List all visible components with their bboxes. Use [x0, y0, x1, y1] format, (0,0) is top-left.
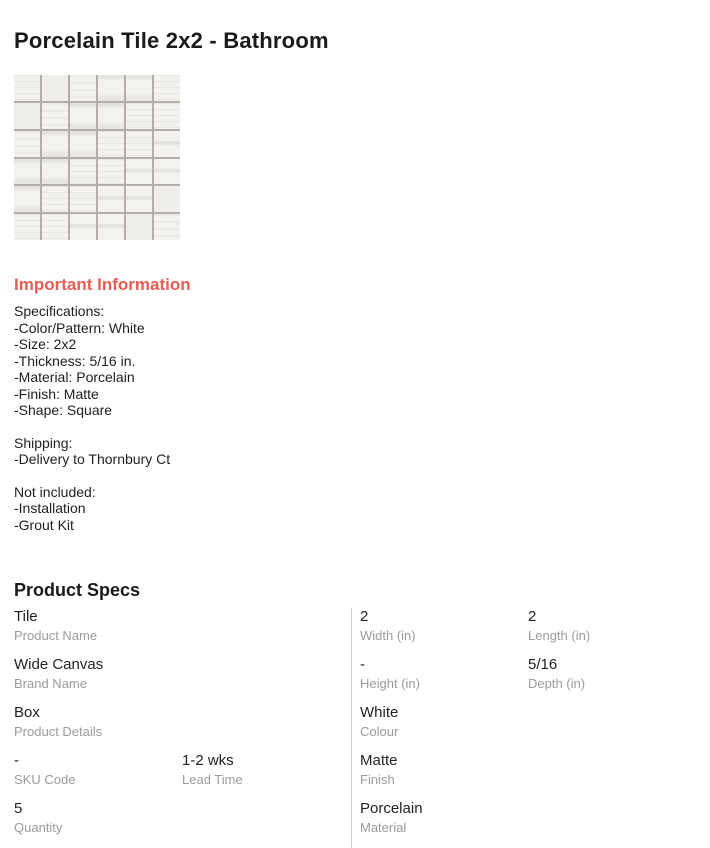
- tile-cell: [42, 186, 68, 212]
- spec-value-product-details: Box: [14, 704, 40, 721]
- spec-label-product-name: Product Name: [14, 628, 98, 643]
- tile-cell: [126, 75, 152, 101]
- spec-row-product-details: [14, 704, 351, 739]
- spec-cell: [360, 608, 528, 643]
- page-title: Porcelain Tile 2x2 - Bathroom: [14, 28, 329, 53]
- tile-cell: [154, 75, 180, 101]
- tile-cell: [14, 75, 40, 101]
- tile-cell: [154, 131, 180, 157]
- tile-cell: [70, 75, 96, 101]
- spec-value-material: Porcelain: [360, 800, 423, 817]
- not-included-line: -Grout Kit: [14, 516, 74, 533]
- not-included-line: -Installation: [14, 500, 86, 516]
- spec-cell: [360, 656, 528, 691]
- tile-cell: [98, 131, 124, 157]
- spec-value-lead-time: 1-2 wks: [182, 752, 234, 769]
- spec-cell: [14, 800, 182, 835]
- spec-label-quantity: Quantity: [14, 820, 63, 835]
- tile-cell: [126, 186, 152, 212]
- tile-cell: [70, 159, 96, 185]
- spec-value-brand-name: Wide Canvas: [14, 656, 104, 673]
- spec-label-width: Width (in): [360, 628, 416, 643]
- spec-label-height: Height (in): [360, 676, 420, 691]
- tile-cell: [14, 214, 40, 240]
- spec-cell: [360, 752, 528, 787]
- tile-cell: [70, 186, 96, 212]
- specifications-title: Specifications:: [14, 303, 105, 319]
- spec-line: -Thickness: 5/16 in.: [14, 352, 136, 369]
- spec-cell: [528, 656, 696, 691]
- product-specs-grid: [14, 608, 696, 848]
- tile-cell: [126, 159, 152, 185]
- spec-label-brand-name: Brand Name: [14, 676, 87, 691]
- spec-value-finish: Matte: [360, 752, 398, 769]
- spec-row-sku-leadtime: [14, 752, 351, 787]
- tile-cell: [98, 75, 124, 101]
- spec-label-depth: Depth (in): [528, 676, 586, 691]
- spec-line: -Shape: Square: [14, 402, 113, 418]
- spec-value-sku-code: -: [14, 752, 19, 769]
- specs-column-left: [14, 608, 351, 848]
- shipping-block: [14, 435, 696, 468]
- tile-cell: [42, 214, 68, 240]
- spec-label-sku-code: SKU Code: [14, 772, 76, 787]
- spec-label-length: Length (in): [528, 628, 591, 643]
- tile-cell: [98, 186, 124, 212]
- spec-value-product-name: Tile: [14, 608, 38, 625]
- tile-cell: [98, 103, 124, 129]
- spec-row-brand-name: [14, 656, 351, 691]
- spec-row-material: [360, 800, 696, 835]
- spec-row-height-depth: [360, 656, 696, 691]
- spec-line: -Material: Porcelain: [14, 369, 135, 385]
- spec-label-material: Material: [360, 820, 407, 835]
- specs-column-right: [351, 608, 696, 848]
- tile-cell: [70, 131, 96, 157]
- spec-row-finish: [360, 752, 696, 787]
- tile-cell: [126, 214, 152, 240]
- product-image: [14, 75, 180, 240]
- spec-value-height: -: [360, 656, 365, 673]
- not-included-title: Not included:: [14, 483, 96, 500]
- tile-cell: [98, 214, 124, 240]
- tile-cell: [42, 131, 68, 157]
- spec-cell: [360, 704, 528, 739]
- spec-line: -Color/Pattern: White: [14, 319, 145, 336]
- spec-value-quantity: 5: [14, 800, 23, 817]
- tile-cell: [14, 186, 40, 212]
- spec-label-lead-time: Lead Time: [182, 772, 243, 787]
- spec-row-quantity: [14, 800, 351, 835]
- spec-row-width-length: [360, 608, 696, 643]
- spec-cell: [14, 752, 182, 787]
- tile-cell: [70, 214, 96, 240]
- tile-cell: [14, 131, 40, 157]
- tile-cell: [98, 159, 124, 185]
- spec-line: -Finish: Matte: [14, 385, 99, 402]
- spec-cell: [528, 608, 696, 643]
- tile-cell: [70, 103, 96, 129]
- shipping-title: Shipping:: [14, 434, 73, 451]
- spec-cell: [14, 704, 182, 739]
- spec-label-product-details: Product Details: [14, 724, 103, 739]
- tile-cell: [42, 75, 68, 101]
- tile-cell: [154, 159, 180, 185]
- spec-value-length: 2: [528, 608, 537, 625]
- tile-cell: [14, 103, 40, 129]
- tile-cell: [154, 214, 180, 240]
- spec-row-product-name: [14, 608, 351, 643]
- tile-cell: [14, 159, 40, 185]
- not-included-block: [14, 484, 696, 534]
- important-info-heading: Important Information: [14, 275, 191, 294]
- tile-cell: [126, 103, 152, 129]
- spec-label-colour: Colour: [360, 724, 399, 739]
- spec-row-colour: [360, 704, 696, 739]
- spec-value-width: 2: [360, 608, 369, 625]
- spec-cell: [360, 800, 528, 835]
- tile-cell: [126, 131, 152, 157]
- product-detail-page: [0, 28, 710, 835]
- spec-value-colour: White: [360, 704, 399, 721]
- shipping-line: -Delivery to Thornbury Ct: [14, 451, 171, 467]
- tile-cell: [154, 186, 180, 212]
- spec-value-depth: 5/16: [528, 656, 558, 673]
- spec-cell: [14, 656, 182, 691]
- tile-cell: [154, 103, 180, 129]
- spec-line: -Size: 2x2: [14, 336, 77, 352]
- tile-cell: [42, 159, 68, 185]
- spec-cell: [182, 752, 350, 787]
- spec-cell: [14, 608, 182, 643]
- product-specs-heading: Product Specs: [14, 580, 141, 600]
- tile-cell: [42, 103, 68, 129]
- specifications-block: [14, 303, 696, 419]
- spec-label-finish: Finish: [360, 772, 395, 787]
